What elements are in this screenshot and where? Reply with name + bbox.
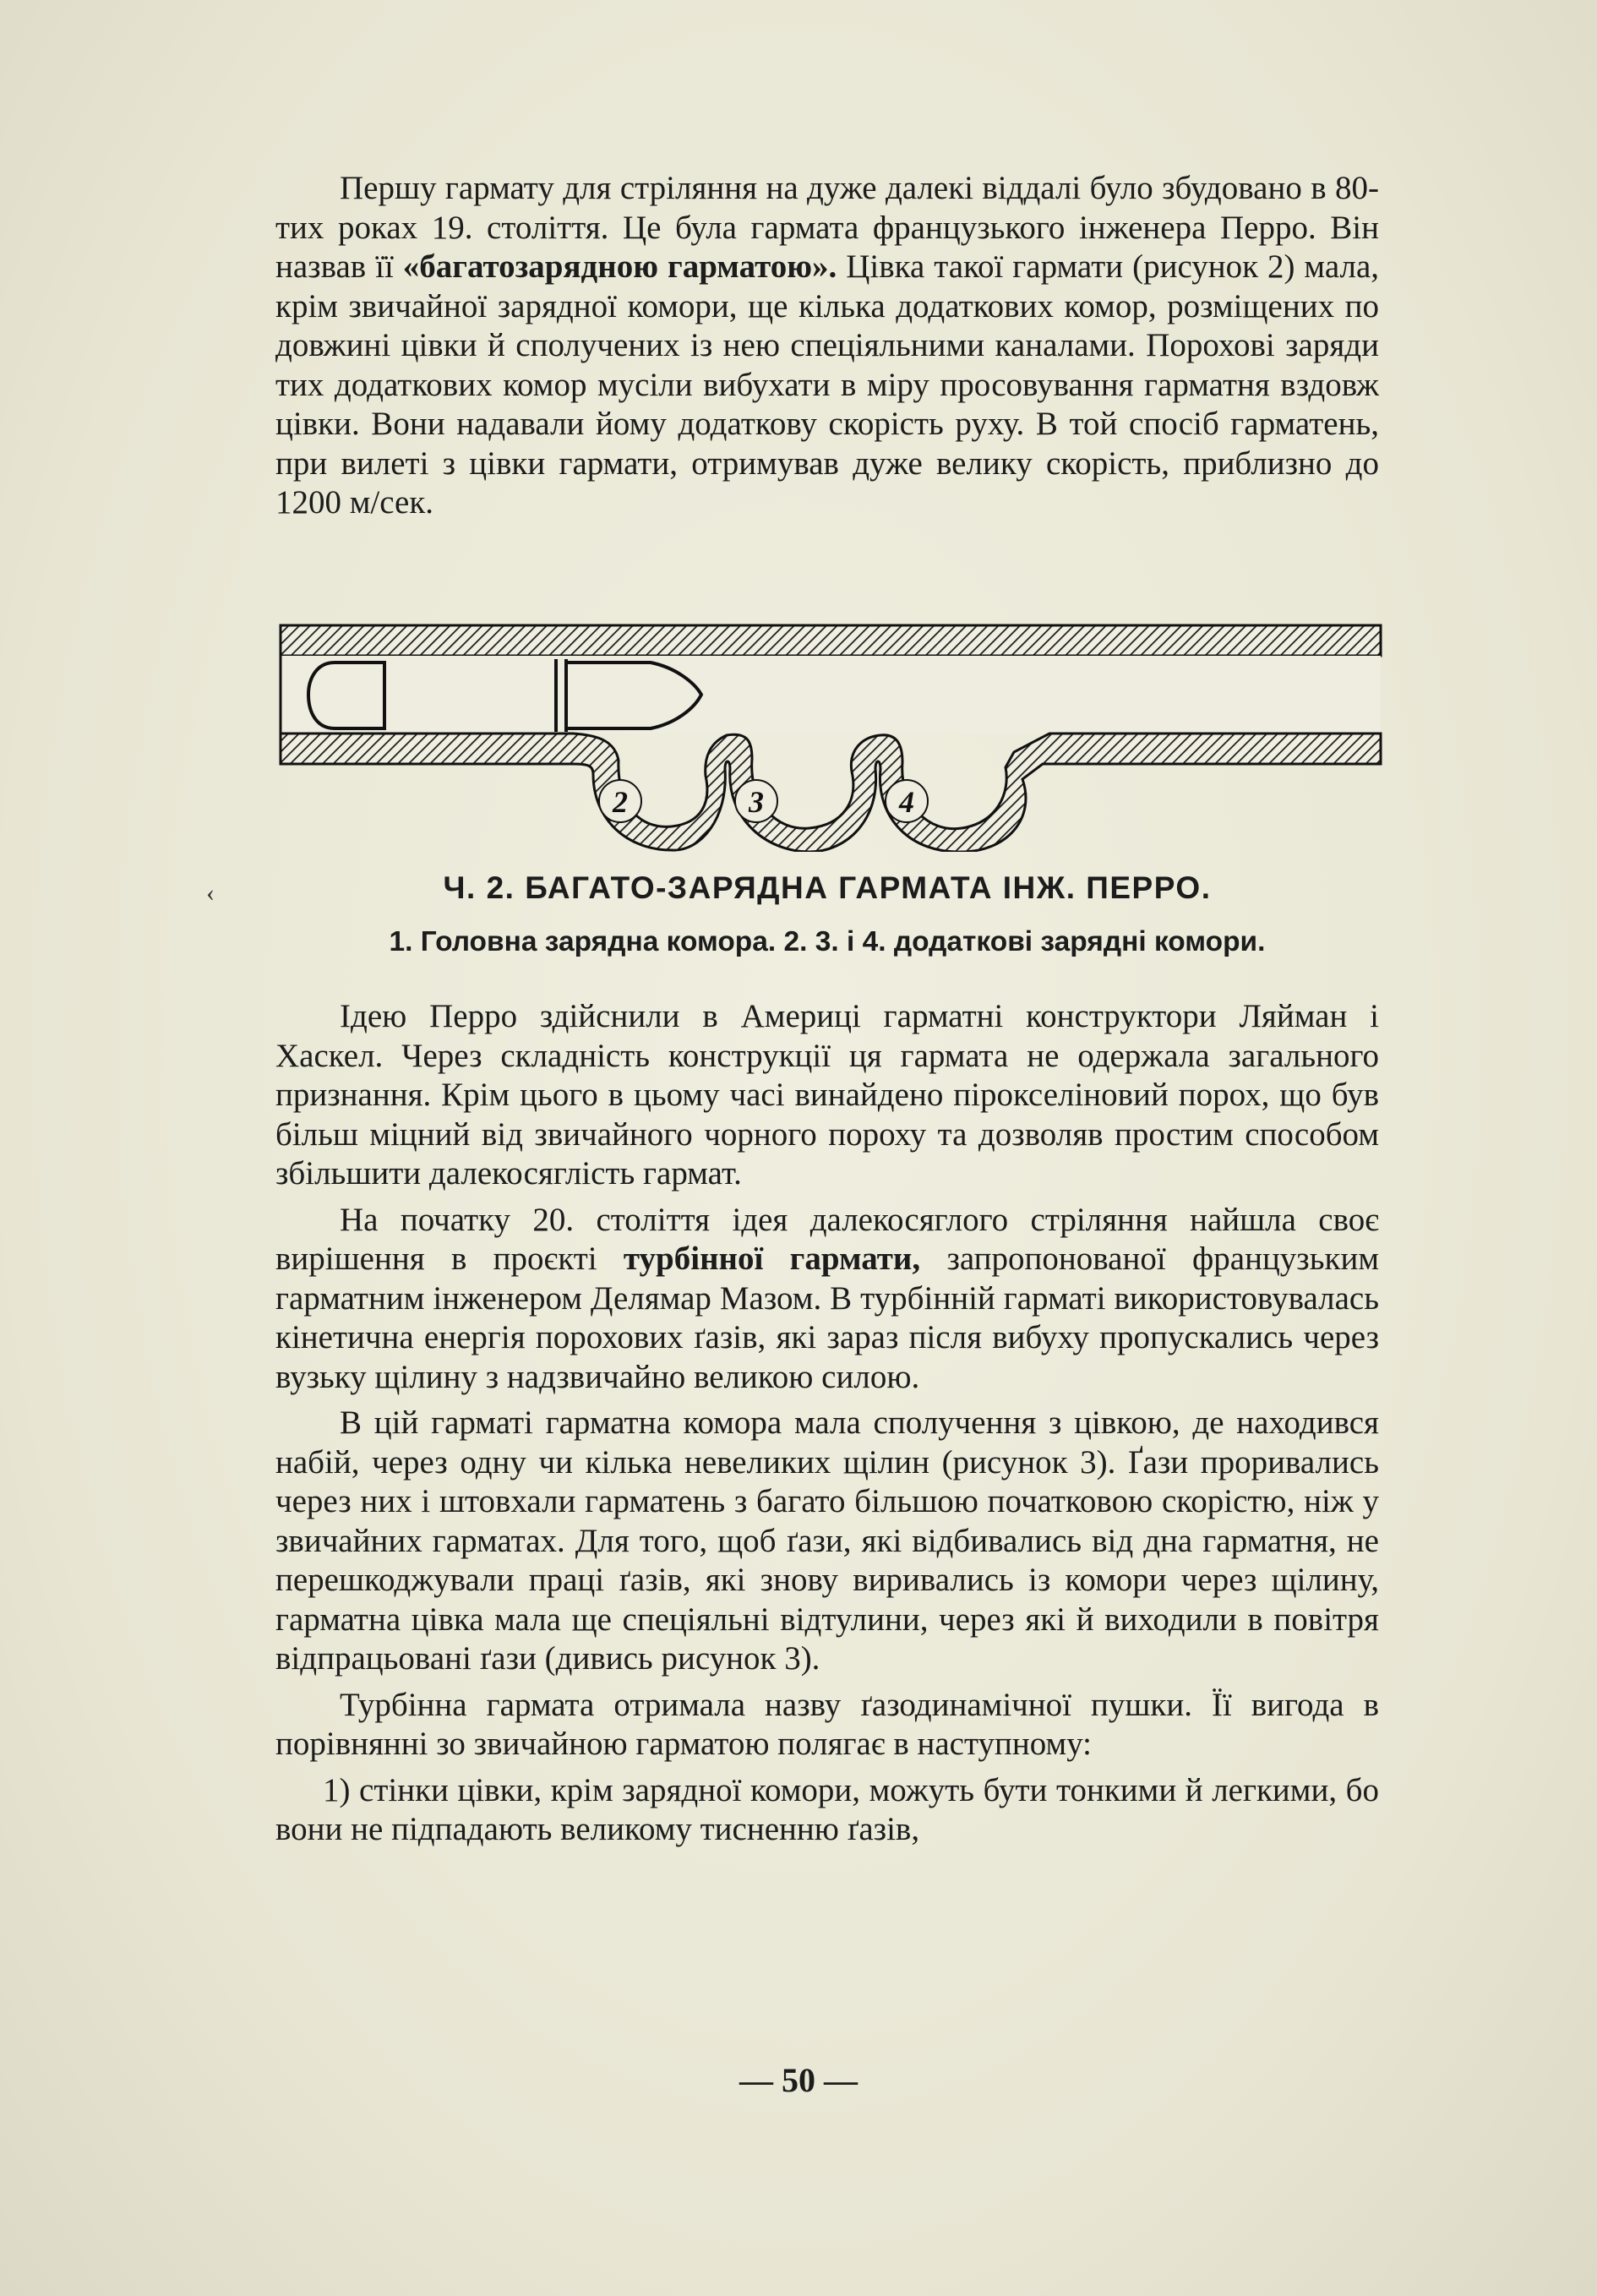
paragraph-chamber-slits: В цій гарматі гарматна комора мала сполучення з цівкою, де находився набій, через одну чи кілька невеликих щілин (рисунок 3). Ґази проривались через них і штовхали гарматень з багато більшою початковою скорістю, ніж у звичайних гарматах. Для того, щоб ґази, які відбивались від дна гарматня, не перешкоджували праці ґазів, які знову виривались із комори через щілину, гарматна цівка мала ще спеціяльні відтулини, через які й виходили в повітря відпрацьовані ґази (дивись рисунок 3). (275, 1404, 1379, 1677)
bold-term: «багатозарядною гарматою». (402, 248, 837, 285)
chamber-label-4: 4 (899, 785, 914, 819)
paragraph-turbine-gun: На початку 20. століття ідея далекосяглого стріляння найшла своє вирішення в проєкті турбінної гармати, запропонованої французьким гарматним інженером Делямар Мазом. В турбінній гарматі використовувалась кінетична енергія порохових ґазів, які зараз після вибуху пропускались через вузьку щілину з надзвичайно великою силою. (275, 1201, 1379, 1395)
chamber-label-2: 2 (613, 785, 628, 819)
intro-paragraph (275, 169, 1379, 523)
multi-chamber-gun-diagram (279, 624, 1384, 852)
figure-caption-subtitle: 1. Головна зарядна комора. 2. 3. і 4. додаткові зарядні комори. (389, 926, 1266, 957)
figure-caption-title: Ч. 2. БАГАТО-ЗАРЯДНА ГАРМАТА ІНЖ. ПЕРРО. (443, 870, 1212, 905)
bold-term: турбінної гармати, (623, 1241, 921, 1277)
body-text (275, 997, 1379, 1850)
barrel-bore (281, 656, 1381, 734)
page-number: — 50 — (739, 2061, 858, 2099)
paragraph-lyman-haskell: Ідею Перро здійснили в Америці гарматні конструктори Ляйман і Хаскел. Через складність конструкції ця гармата не одержала загального признання. Крім цього в цьому часі винайдено пірокселіновий порох, що був більш міцний від звичайного чорного пороху та дозволяв простим способом збільшити далекосяглість гармат. (275, 998, 1379, 1192)
paragraph-gasdynamic: Турбінна гармата отримала назву ґазодинамічної пушки. Її вигода в порівнянні зо звичайною гарматою полягає в наступному: (275, 1686, 1379, 1762)
margin-mark: ‹ (206, 879, 215, 907)
chamber-label-3: 3 (749, 785, 764, 819)
paragraph-perro-gun: Першу гармату для стріляння на дуже далекі віддалі було збудовано в 80-тих роках 19. століття. Це була гармата французького інженера Перро. Він назвав її «багатозарядною гарматою». Цівка такої гармати (рисунок 2) мала, крім звичайної зарядної комори, ще кілька додаткових комор, розміщених по довжині цівки й сполучених із нею спеціяльними каналами. Порохові заряди тих додаткових комор мусіли вибухати в міру просовування гарматня вздовж цівки. Вони надавали йому додаткову скорість руху. В той спосіб гарматень, при вилеті з цівки гармати, отримував дуже велику скорість, приблизно до 1200 м/сек. (275, 170, 1379, 521)
barrel-bottom-wall-with-chambers (281, 734, 1381, 852)
barrel-top-wall (281, 625, 1381, 656)
list-item-1: 1) стінки цівки, крім зарядної комори, можуть бути тонкими й легкими, бо вони не підпадають великому тисненню ґазів, (275, 1771, 1379, 1847)
